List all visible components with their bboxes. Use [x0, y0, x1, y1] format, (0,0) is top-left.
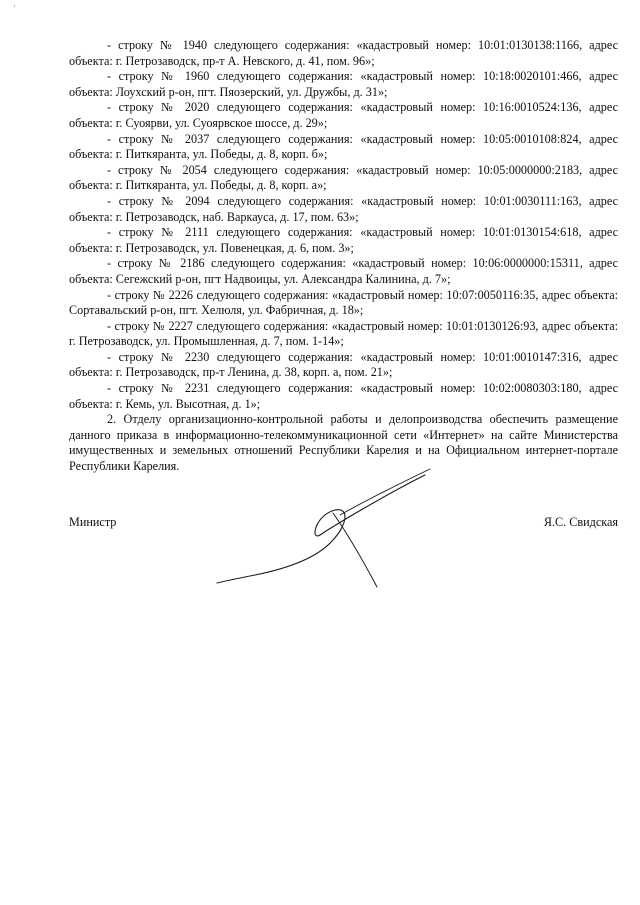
- amendment-item-2054: - строку № 2054 следующего содержания: «кадастровый номер: 10:05:0000000:2183, адрес объекта: г. Питкяранта, ул. Победы, д. 8, корп. а»;: [69, 162, 618, 193]
- amendment-item-2111: - строку № 2111 следующего содержания: «кадастровый номер: 10:01:0130154:618, адрес объекта: г. Петрозаводск, ул. Повенецкая, д. 6, пом. 3»;: [69, 225, 618, 255]
- signature-stroke-tail: [333, 513, 377, 587]
- corner-mark: ': [14, 4, 16, 13]
- amendment-item-2231: - строку № 2231 следующего содержания: «кадастровый номер: 10:02:0080303:180, адрес объекта: г. Кемь, ул. Высотная, д. 1»;: [69, 381, 618, 411]
- amendment-item-1940: - строку № 1940 следующего содержания: «кадастровый номер: 10:01:0130138:1166, адрес объекта: г. Петрозаводск, пр-т А. Невского, д. 41, пом. 96»;: [69, 38, 618, 68]
- amendment-item-2226: - строку № 2226 следующего содержания: «кадастровый номер: 10:07:0050116:35, адрес объекта: Сортавальский р-он, пгт. Хелюля, ул. Фабричная, д. 18»;: [69, 287, 618, 318]
- amendment-item-2020: - строку № 2020 следующего содержания: «кадастровый номер: 10:16:0010524:136, адрес объекта: г. Суоярви, ул. Суоярвское шоссе, д. 29»;: [69, 100, 618, 130]
- amendment-item-2230: - строку № 2230 следующего содержания: «кадастровый номер: 10:01:0010147:316, адрес объекта: г. Петрозаводск, пр-т Ленина, д. 38, корп. а, пом. 21»;: [69, 349, 618, 380]
- signatory-title: Министр: [69, 515, 117, 529]
- signature-stroke-top: [340, 469, 430, 515]
- signatory-name: Я.С. Свидская: [543, 515, 618, 529]
- handwritten-signature: [215, 455, 445, 595]
- amendment-item-2037: - строку № 2037 следующего содержания: «кадастровый номер: 10:05:0010108:824, адрес объекта: г. Питкяранта, ул. Победы, д. 8, корп. б»;: [69, 131, 618, 162]
- document-body: [69, 38, 618, 475]
- amendment-item-2186: - строку № 2186 следующего содержания: «кадастровый номер: 10:06:0000000:15311, адрес объекта: Сегежский р-он, пгт Надвоицы, ул. Александра Калинина, д. 7»;: [69, 256, 618, 286]
- amendment-item-1960: - строку № 1960 следующего содержания: «кадастровый номер: 10:18:0020101:466, адрес объекта: Лоухский р-он, пгт. Пяозерский, ул. Дружбы, д. 31»;: [69, 69, 618, 99]
- signature-stroke-main: [217, 475, 425, 583]
- amendment-item-2094: - строку № 2094 следующего содержания: «кадастровый номер: 10:01:0030111:163, адрес объекта: г. Петрозаводск, наб. Варкауса, д. 17, пом. 63»;: [69, 193, 618, 224]
- paragraph-2: 2. Отделу организационно-контрольной работы и делопроизводства обеспечить размещение данного приказа в информационно-телекоммуникационной сети «Интернет» на сайте Министерства имущественных и земельных отношений Республики Карелия и на Официальном интернет-портале Республики Карелия.: [69, 412, 618, 474]
- amendment-item-2227: - строку № 2227 следующего содержания: «кадастровый номер: 10:01:0130126:93, адрес объекта: г. Петрозаводск, ул. Промышленная, д. 7, пом. 1-14»;: [69, 318, 618, 349]
